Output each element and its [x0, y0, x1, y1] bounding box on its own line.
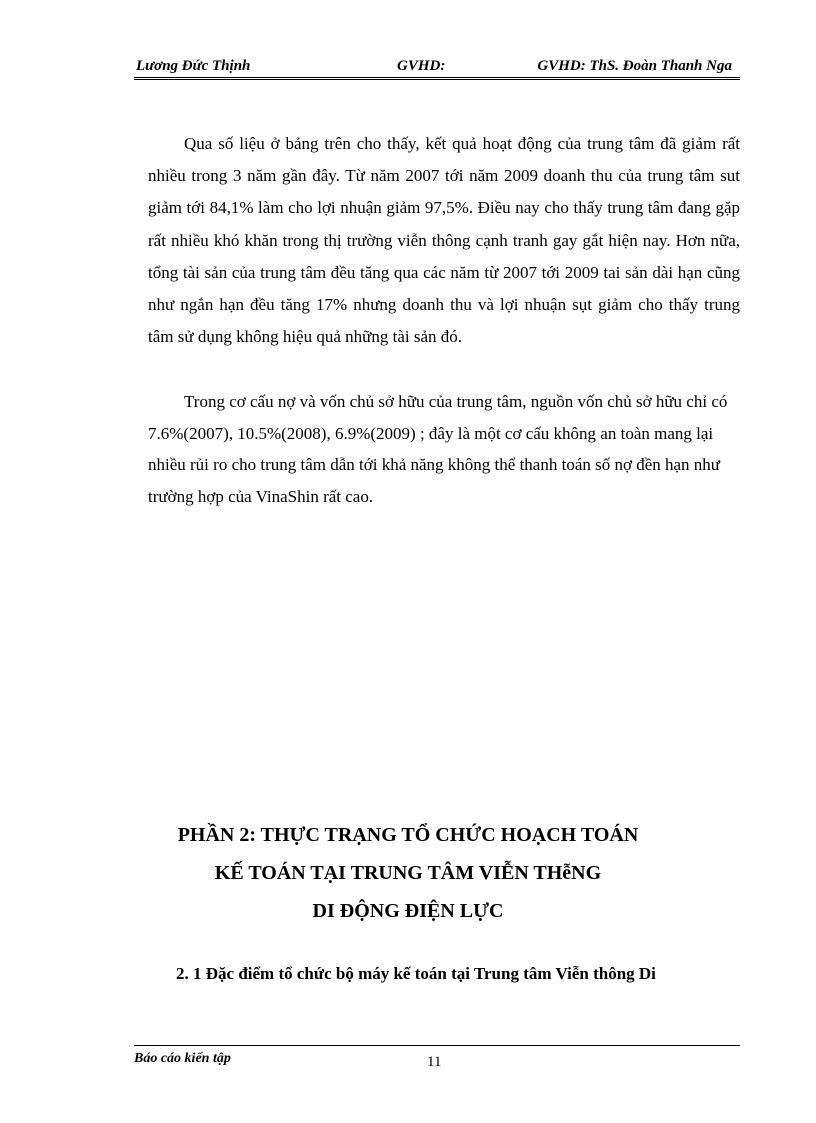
subsection-heading: 2. 1 Đặc điểm tổ chức bộ máy kế toán tại Trung tâm Viễn thông Di [176, 964, 656, 983]
page-number: 11 [427, 1054, 442, 1070]
body-paragraph-2: Trong cơ cấu nợ và vốn chủ sở hữu của trung tâm, nguồn vốn chủ sở hữu chỉ có 7.6%(2007), 10.5%(2008), 6.9%(2009) ; đây là một cơ cấu không an toàn mang lại nhiều rủi ro cho trung tâm dẫn tới khả năng không thể thanh toán số nợ đền hạn như trường hợp của VinaShin rất cao. [148, 392, 728, 506]
section-title [100, 816, 716, 930]
footer-divider [134, 1045, 740, 1046]
section-title-line-2: KẾ TOÁN TẠI TRUNG TÂM VIỄN THễNG [214, 862, 602, 884]
header-author: Lương Đức Thịnh [136, 58, 251, 74]
page-header [134, 56, 740, 78]
section-title-line-3: DI ĐỘNG ĐIỆN LỰC [312, 900, 504, 922]
section-title-line-1: PHẦN 2: THỰC TRẠNG TỔ CHỨC HOẠCH TOÁN [177, 824, 639, 846]
header-advisor-name: GVHD: ThS. Đoàn Thanh Nga [537, 58, 732, 74]
footer-label: Báo cáo kiến tập [134, 1051, 231, 1066]
body-paragraph-1: Qua số liệu ở bảng trên cho thấy, kết quả hoạt động của trung tâm đã giảm rất nhiều trong 3 năm gần đây. Từ năm 2007 tới năm 2009 doanh thu của trung tâm sut giảm tới 84,1% làm cho lợi nhuận giảm 97,5%. Điều nay cho thấy trung tâm đang gặp rất nhiều khó khăn trong thị trường viễn thông cạnh tranh gay gắt hiện nay. Hơn nữa, tổng tài sản của trung tâm đều tăng qua các năm từ 2007 tới 2009 tai sản dài hạn cũng như ngắn hạn đều tăng 17% nhưng doanh thu và lợi nhuận sụt giảm cho thấy trung tâm sử dụng không hiệu quả những tài sản đó. [148, 134, 740, 347]
header-advisor-label: GVHD: [397, 58, 446, 74]
header-divider [134, 77, 740, 80]
